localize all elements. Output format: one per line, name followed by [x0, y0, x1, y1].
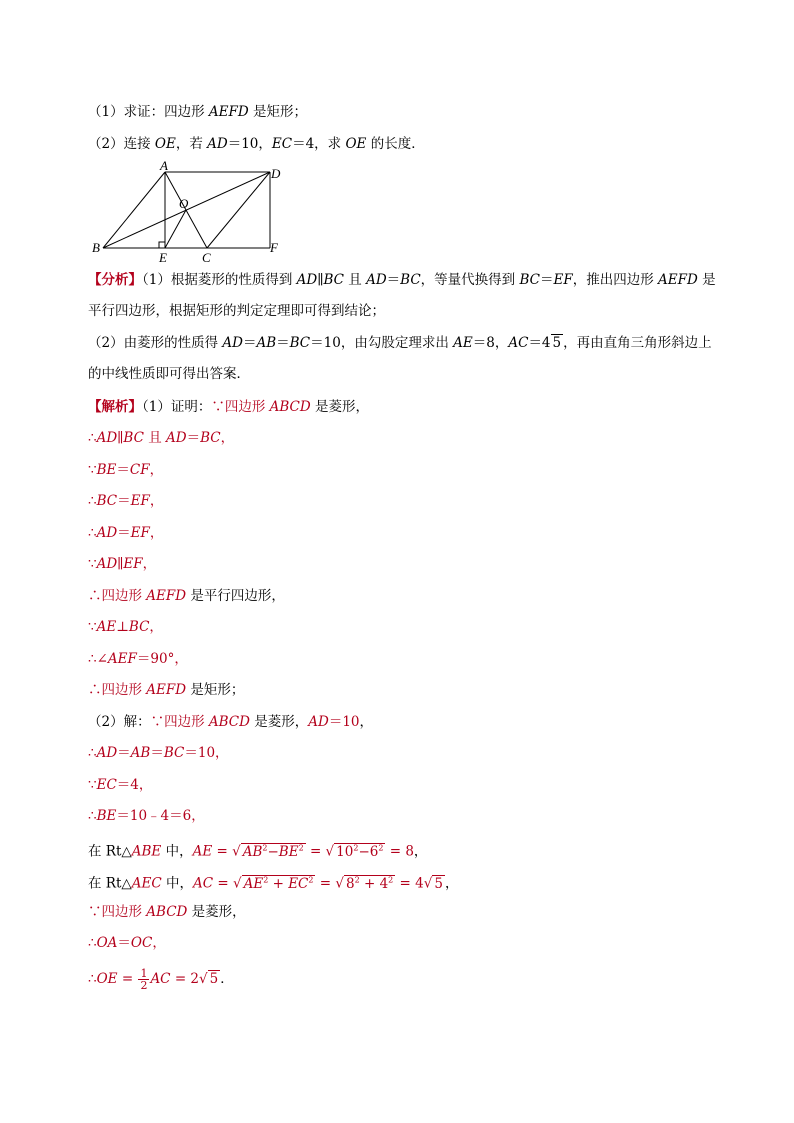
- solution-line-4: ∴BC＝EF，: [88, 493, 164, 509]
- solution-line-18: ∴OA＝OC，: [88, 935, 166, 951]
- solution-line-7: ∴四边形 AEFD 是平行四边形，: [88, 588, 285, 604]
- solution-line-5: ∴AD＝EF，: [88, 525, 164, 541]
- solution-line-9: ∴∠AEF＝90°，: [88, 651, 188, 667]
- solution-line-13: ∵EC＝4，: [88, 777, 153, 793]
- analysis-paragraph-1: 【分析】（1）根据菱形的性质得到 AD∥BC 且 AD＝BC，等量代换得到 BC＝EF，推出四边形 AEFD 是平行四边形，根据矩形的判定定理即可得到结论；: [88, 272, 716, 319]
- label-O: O: [179, 196, 189, 211]
- segment-EO: [165, 210, 186, 248]
- segment-AB: [103, 172, 165, 248]
- solution-line-14: ∴BE＝10﹣4＝6，: [88, 808, 205, 824]
- solution-line-2: ∴AD∥BC 且 AD＝BC，: [88, 430, 235, 446]
- label-C: C: [202, 250, 211, 265]
- solution-line-6: ∵AD∥EF，: [88, 556, 157, 572]
- solution-line-15: 在 Rt△ABE 中，AE = √ $AB^2-BE^2$ = √ $10^2-6^2 = 8$，: [88, 843, 428, 860]
- solution-line-12: ∴AD＝AB＝BC＝10，: [88, 745, 229, 761]
- solution-tag: 【解析】: [88, 399, 142, 415]
- solution-line-17: ∵四边形 ABCD 是菱形，: [88, 904, 246, 920]
- label-F: F: [270, 240, 278, 255]
- solution-line-3: ∵BE＝CF，: [88, 462, 164, 478]
- solution-line-1: 【解析】（1）证明：∵四边形 ABCD 是菱形，: [88, 399, 370, 415]
- label-A: A: [160, 158, 168, 173]
- solution-line-11: （2）解：∵四边形 ABCD 是菱形，AD＝10，: [88, 714, 374, 730]
- solution-line-10: ∴四边形 AEFD 是矩形；: [88, 682, 245, 698]
- question-part-2: （2）连接 OE，若 AD＝10，EC＝4，求 OE 的长度．: [88, 136, 425, 152]
- solution-line-16: 在 Rt△AEC 中，AC = √ $AE^2 + EC^2$ = √ $8^2 + 4^2 = 4√$ 5 ，: [88, 875, 459, 892]
- geometry-figure: [0, 0, 794, 270]
- analysis-tag: 【分析】: [88, 272, 142, 288]
- right-angle-mark: [159, 242, 165, 248]
- analysis-paragraph-2: （2）由菱形的性质得 AD＝AB＝BC＝10，由勾股定理求出 AE＝8，AC＝4 5 ，再由直角三角形斜边上的中线性质即可得出答案．: [88, 335, 712, 382]
- label-B: B: [92, 240, 100, 255]
- solution-line-8: ∵AE⊥BC，: [88, 619, 163, 635]
- segment-CD: [207, 172, 270, 248]
- solution-line-19: ∴OE = $\frac{1}{2}$ AC = 2√ 5 ．: [88, 967, 234, 992]
- label-D: D: [271, 166, 281, 181]
- label-E: E: [159, 250, 167, 265]
- question-part-1: （1）求证：四边形 AEFD 是矩形；: [88, 104, 307, 120]
